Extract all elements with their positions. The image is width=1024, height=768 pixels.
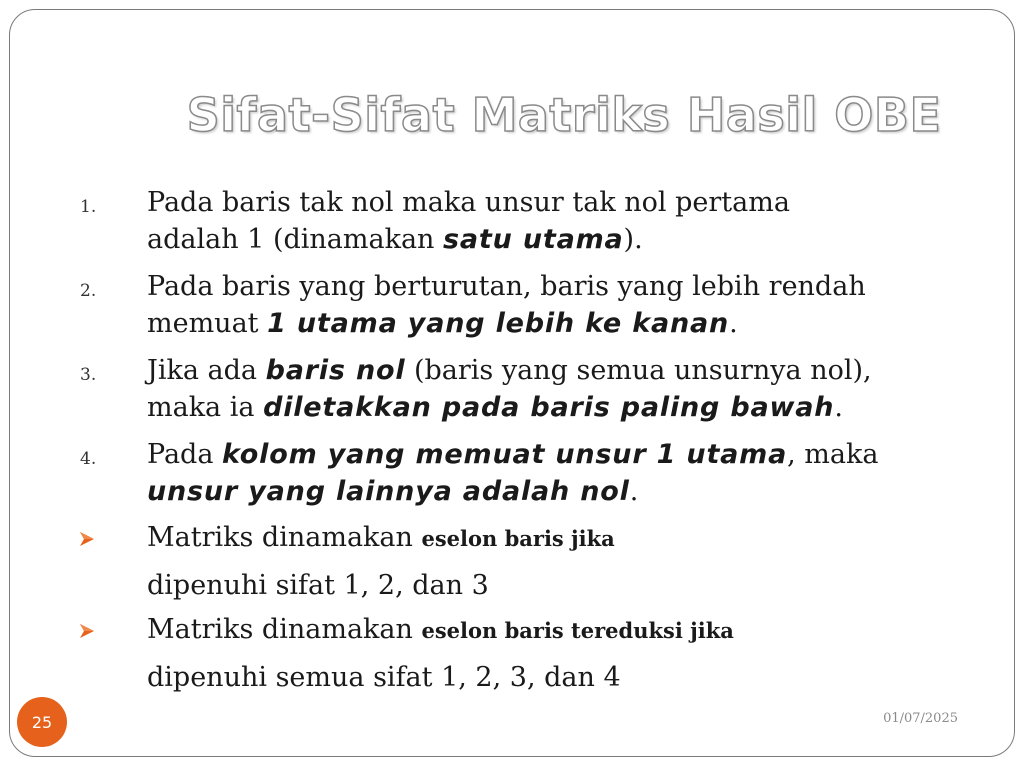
bullet-text (147, 611, 1007, 696)
emphasis-text: eselon baris jika (421, 526, 615, 551)
arrow-bullet-icon (78, 530, 96, 548)
list-item-text (147, 436, 1007, 510)
item-line: Pada baris tak nol maka unsur tak nol pertama (147, 187, 790, 218)
list-marker: 2. (80, 281, 97, 301)
item-text: ). (623, 224, 643, 255)
item-text: Matriks dinamakan (147, 522, 422, 553)
emphasis-text: baris nol (265, 355, 406, 386)
item-text: , maka (787, 439, 879, 470)
list-marker: 3. (80, 365, 97, 385)
emphasis-text: diletakkan pada baris paling bawah (263, 392, 835, 423)
emphasis-text: satu utama (443, 224, 624, 255)
slide-date: 01/07/2025 (883, 711, 958, 726)
emphasis-text: unsur yang lainnya adalah nol (147, 476, 630, 507)
item-line: Pada baris yang berturutan, baris yang lebih rendah (147, 271, 866, 302)
list-item-text (147, 352, 1007, 426)
page-number-badge: 25 (17, 697, 67, 747)
item-text: Jika ada (147, 355, 266, 386)
list-item-text (147, 184, 1007, 258)
slide-title: Sifat-Sifat Matriks Hasil OBE (186, 88, 942, 142)
list-item-text (147, 268, 1007, 342)
item-line: dipenuhi sifat 1, 2, dan 3 (147, 570, 489, 601)
emphasis-text: eselon baris tereduksi jika (421, 618, 734, 643)
item-line: dipenuhi semua sifat 1, 2, 3, dan 4 (147, 662, 621, 693)
item-text: (baris yang semua unsurnya nol), (405, 355, 872, 386)
item-text: . (729, 308, 738, 339)
list-marker: 4. (80, 449, 97, 469)
bullet-text (147, 519, 1007, 604)
item-text: maka ia (147, 392, 264, 423)
item-text: . (629, 476, 639, 507)
emphasis-text: 1 utama yang lebih ke kanan (267, 308, 730, 339)
item-text: adalah 1 (dinamakan (147, 224, 444, 255)
arrow-bullet-icon (78, 622, 96, 640)
item-text: Pada (147, 439, 223, 470)
item-text: memuat (147, 308, 268, 339)
list-marker: 1. (80, 197, 97, 217)
item-text: . (834, 392, 843, 423)
emphasis-text: kolom yang memuat unsur 1 utama (222, 439, 788, 470)
item-text: Matriks dinamakan (147, 614, 422, 645)
